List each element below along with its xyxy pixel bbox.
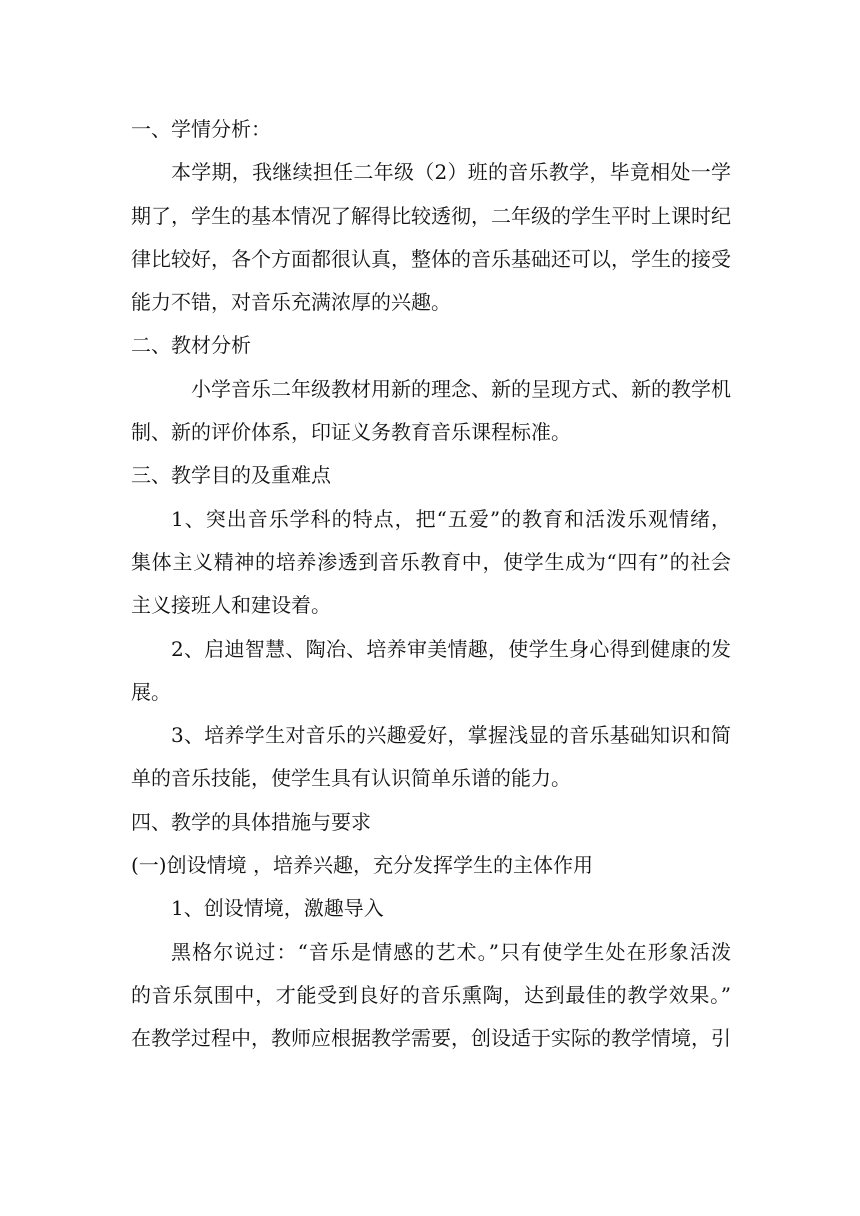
paragraph-line: 期了，学生的基本情况了解得比较透彻，二年级的学生平时上课时纪	[131, 203, 731, 228]
paragraph-line: 本学期，我继续担任二年级（2）班的音乐教学，毕竟相处一学	[171, 160, 731, 185]
paragraph-line: 1、突出音乐学科的特点，把“五爱”的教育和活泼乐观情绪，	[171, 506, 731, 531]
paragraph-line: 主义接班人和建设着。	[131, 593, 331, 618]
paragraph-line: 集体主义精神的培养渗透到音乐教育中，使学生成为“四有”的社会	[131, 549, 731, 574]
paragraph-line: 2、启迪智慧、陶冶、培养审美情趣，使学生身心得到健康的发	[171, 636, 731, 661]
document-body	[131, 112, 731, 1065]
paragraph-line: 展。	[131, 679, 171, 704]
paragraph-line: 黑格尔说过：“音乐是情感的艺术。”只有使学生处在形象活泼	[171, 939, 731, 964]
section-heading-3: 三、教学目的及重难点	[131, 463, 331, 488]
paragraph-line: 制、新的评价体系，印证义务教育音乐课程标准。	[131, 420, 571, 445]
section-heading-4: 四、教学的具体措施与要求	[131, 809, 371, 834]
paragraph-line: 在教学过程中，教师应根据教学需要，创设适于实际的教学情境，引	[131, 1026, 731, 1051]
section-heading-2: 二、教材分析	[131, 333, 251, 358]
subsection-heading: (一)创设情境 ，培养兴趣，充分发挥学生的主体作用	[131, 853, 593, 878]
paragraph-line: 小学音乐二年级教材用新的理念、新的呈现方式、新的教学机	[191, 376, 731, 401]
paragraph-line: 的音乐氛围中，才能受到良好的音乐熏陶，达到最佳的教学效果。”	[131, 982, 731, 1007]
paragraph-line: 单的音乐技能，使学生具有认识简单乐谱的能力。	[131, 766, 571, 791]
paragraph-line: 能力不错，对音乐充满浓厚的兴趣。	[131, 290, 451, 315]
paragraph-line: 3、培养学生对音乐的兴趣爱好，掌握浅显的音乐基础知识和简	[171, 723, 731, 748]
item-heading: 1、创设情境，激趣导入	[171, 896, 384, 921]
paragraph-line: 律比较好，各个方面都很认真，整体的音乐基础还可以，学生的接受	[131, 246, 731, 271]
section-heading-1: 一、学情分析：	[131, 117, 271, 141]
